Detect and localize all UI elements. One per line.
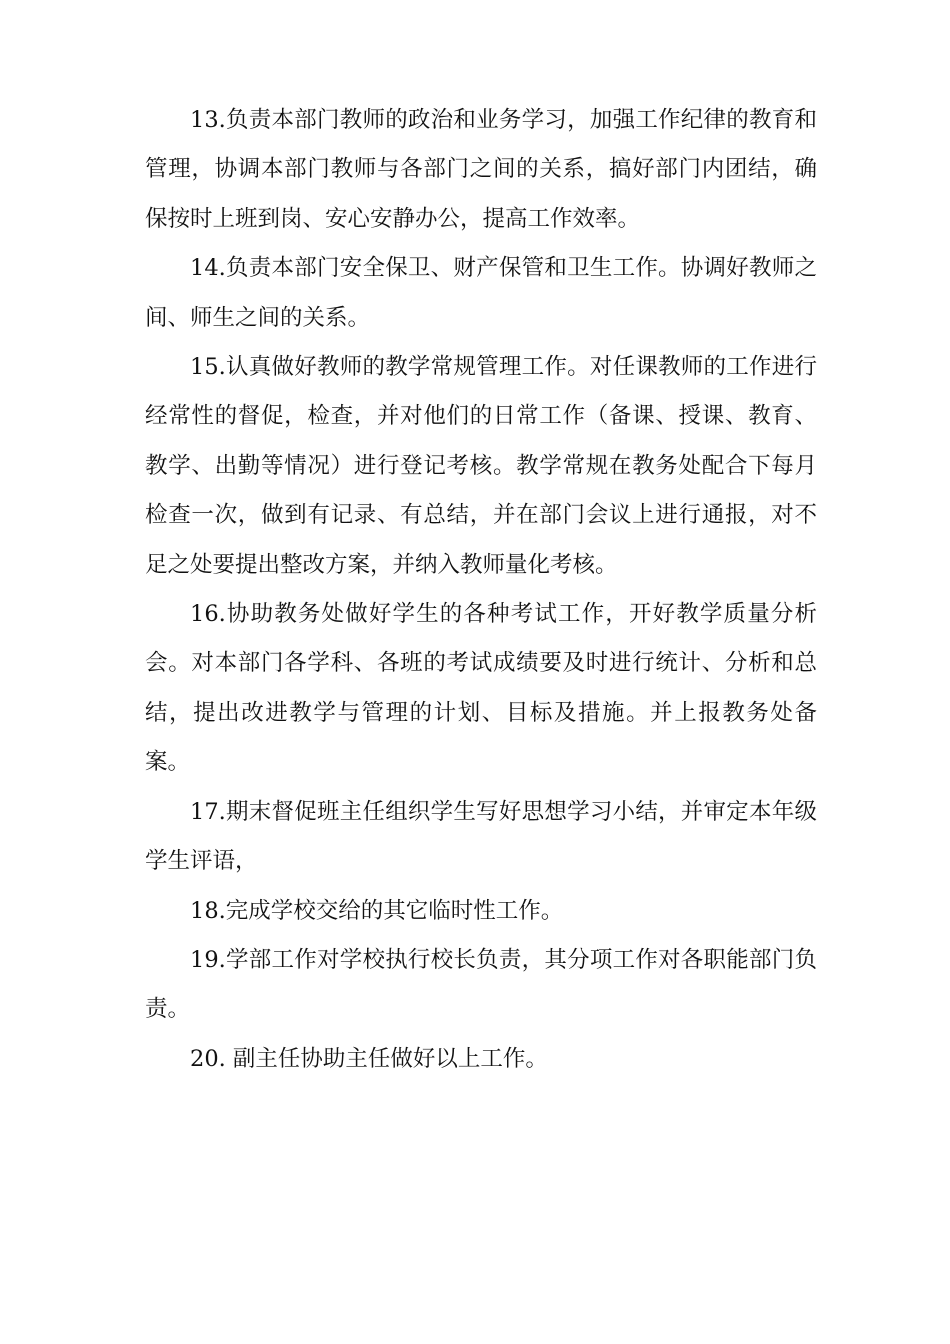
paragraph-item-16: 16.协助教务处做好学生的各种考试工作，开好教学质量分析会。对本部门各学科、各班的考试成绩要及时进行统计、分析和总结，提出改进教学与管理的计划、目标及措施。并上报教务处备案。 [145,601,817,776]
paragraph-item-20: 20. 副主任协助主任做好以上工作。 [190,1045,548,1072]
paragraph-item-18: 18.完成学校交给的其它临时性工作。 [190,897,564,924]
paragraph-item-17: 17.期末督促班主任组织学生写好思想学习小结，并审定本年级学生评语， [145,798,817,875]
paragraph-item-14: 14.负责本部门安全保卫、财产保管和卫生工作。协调好教师之间、师生之间的关系。 [145,255,817,331]
paragraph-item-19: 19.学部工作对学校执行校长负责，其分项工作对各职能部门负责。 [145,946,817,1023]
document-body [145,96,817,1084]
paragraph-item-13: 13.负责本部门教师的政治和业务学习，加强工作纪律的教育和管理，协调本部门教师与各部门之间的关系，搞好部门内团结，确保按时上班到岗、安心安静办公，提高工作效率。 [145,107,817,232]
paragraph-item-15: 15.认真做好教师的教学常规管理工作。对任课教师的工作进行经常性的督促，检查，并对他们的日常工作（备课、授课、教育、教学、出勤等情况）进行登记考核。教学常规在教务处配合下每月检查一次，做到有记录、有总结，并在部门会议上进行通报，对不足之处要提出整改方案，并纳入教师量化考核。 [145,354,817,578]
